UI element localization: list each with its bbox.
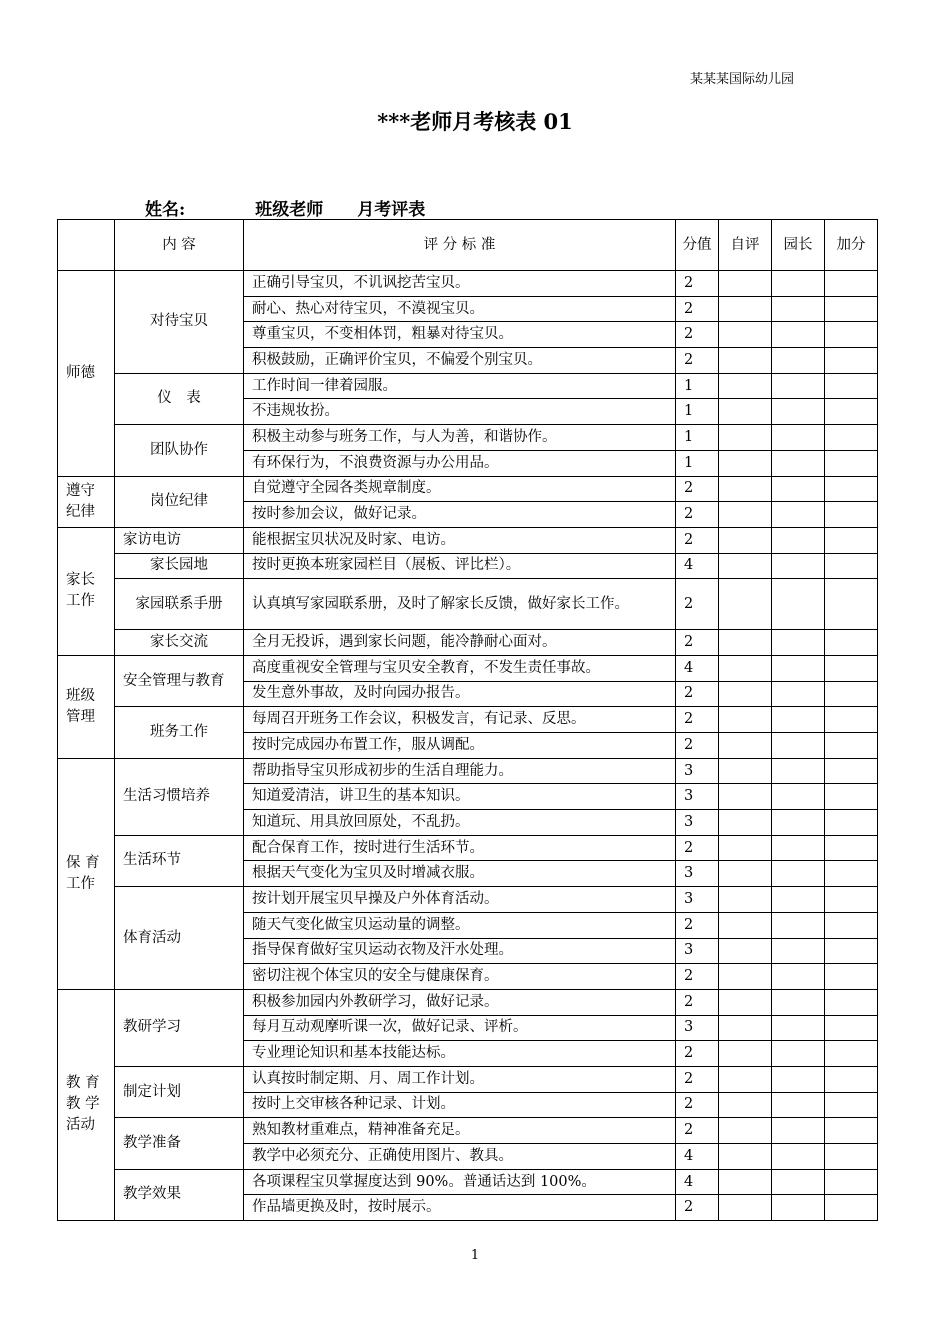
score-cell: 2 (676, 1041, 719, 1067)
score-cell: 2 (676, 527, 719, 553)
score-header: 分值 (676, 220, 719, 271)
criteria-cell: 能根据宝贝状况及时家、电访。 (244, 527, 676, 553)
score-cell: 2 (676, 964, 719, 990)
self-eval-cell[interactable] (719, 1144, 772, 1170)
sub-item-cell: 教学准备 (115, 1118, 244, 1169)
criteria-cell: 专业理论知识和基本技能达标。 (244, 1041, 676, 1067)
score-cell: 3 (676, 810, 719, 836)
score-cell: 1 (676, 425, 719, 451)
bonus-cell[interactable] (825, 630, 878, 656)
bonus-cell[interactable] (825, 425, 878, 451)
self-eval-cell[interactable] (719, 1169, 772, 1195)
criteria-cell: 积极主动参与班务工作，与人为善，和谐协作。 (244, 425, 676, 451)
self-eval-cell[interactable] (719, 399, 772, 425)
principal-cell[interactable] (772, 835, 825, 861)
bonus-cell[interactable] (825, 553, 878, 579)
score-cell: 3 (676, 887, 719, 913)
self-eval-cell[interactable] (719, 887, 772, 913)
principal-cell[interactable] (772, 322, 825, 348)
self-eval-cell[interactable] (719, 373, 772, 399)
self-eval-cell[interactable] (719, 425, 772, 451)
criteria-cell: 熟知教材重难点，精神准备充足。 (244, 1118, 676, 1144)
table-row (58, 655, 878, 681)
self-eval-cell[interactable] (719, 553, 772, 579)
principal-cell[interactable] (772, 964, 825, 990)
principal-cell[interactable] (772, 707, 825, 733)
content-header: 内 容 (115, 220, 244, 271)
category-cell: 保 育工作 (58, 758, 115, 989)
bonus-cell[interactable] (825, 271, 878, 297)
bonus-cell[interactable] (825, 681, 878, 707)
principal-cell[interactable] (772, 1092, 825, 1118)
bonus-cell[interactable] (825, 348, 878, 374)
self-eval-cell[interactable] (719, 835, 772, 861)
sub-item-cell: 家长园地 (115, 553, 244, 579)
criteria-cell: 按计划开展宝贝早操及户外体育活动。 (244, 887, 676, 913)
sub-item-cell: 制定计划 (115, 1066, 244, 1117)
self-eval-cell[interactable] (719, 784, 772, 810)
criteria-cell: 积极参加园内外教研学习，做好记录。 (244, 989, 676, 1015)
category-cell: 班级管理 (58, 655, 115, 758)
self-eval-cell[interactable] (719, 1092, 772, 1118)
principal-cell[interactable] (772, 399, 825, 425)
score-cell: 2 (676, 579, 719, 630)
bonus-cell[interactable] (825, 861, 878, 887)
principal-cell[interactable] (772, 476, 825, 502)
self-eval-cell[interactable] (719, 527, 772, 553)
score-cell: 4 (676, 553, 719, 579)
score-cell: 3 (676, 938, 719, 964)
bonus-cell[interactable] (825, 887, 878, 913)
self-eval-cell[interactable] (719, 450, 772, 476)
self-eval-cell[interactable] (719, 989, 772, 1015)
criteria-cell: 有环保行为，不浪费资源与办公用品。 (244, 450, 676, 476)
principal-cell[interactable] (772, 373, 825, 399)
table-row (58, 476, 878, 502)
table-row (58, 989, 878, 1015)
bonus-cell[interactable] (825, 758, 878, 784)
score-cell: 4 (676, 1169, 719, 1195)
self-eval-cell[interactable] (719, 579, 772, 630)
self-eval-cell[interactable] (719, 476, 772, 502)
principal-cell[interactable] (772, 579, 825, 630)
self-eval-cell[interactable] (719, 681, 772, 707)
sub-item-cell: 生活习惯培养 (115, 758, 244, 835)
criteria-cell: 每周召开班务工作会议，积极发言，有记录、反思。 (244, 707, 676, 733)
self-eval-cell[interactable] (719, 1015, 772, 1041)
bonus-cell[interactable] (825, 1195, 878, 1221)
criteria-cell: 密切注视个体宝贝的安全与健康保育。 (244, 964, 676, 990)
principal-cell[interactable] (772, 450, 825, 476)
bonus-cell[interactable] (825, 733, 878, 759)
criteria-cell: 帮助指导宝贝形成初步的生活自理能力。 (244, 758, 676, 784)
table-row (58, 579, 878, 630)
score-cell: 2 (676, 912, 719, 938)
self-eval-cell[interactable] (719, 322, 772, 348)
category-cell: 师德 (58, 271, 115, 477)
self-eval-cell[interactable] (719, 502, 772, 528)
self-eval-cell[interactable] (719, 810, 772, 836)
principal-cell[interactable] (772, 887, 825, 913)
sub-item-cell: 家园联系手册 (115, 579, 244, 630)
criteria-cell: 积极鼓励，正确评价宝贝，不偏爱个别宝贝。 (244, 348, 676, 374)
principal-cell[interactable] (772, 655, 825, 681)
score-cell: 3 (676, 784, 719, 810)
sub-item-cell: 家访电访 (115, 527, 244, 553)
form-label: 月考评表 (357, 200, 426, 220)
self-eval-cell[interactable] (719, 758, 772, 784)
sub-item-cell: 安全管理与教育 (115, 655, 244, 706)
bonus-cell[interactable] (825, 373, 878, 399)
score-cell: 1 (676, 399, 719, 425)
self-eval-cell[interactable] (719, 912, 772, 938)
criteria-cell: 不违规妆扮。 (244, 399, 676, 425)
criteria-cell: 全月无投诉，遇到家长问题，能冷静耐心面对。 (244, 630, 676, 656)
category-cell: 家长工作 (58, 527, 115, 655)
criteria-cell: 尊重宝贝，不变相体罚，粗暴对待宝贝。 (244, 322, 676, 348)
principal-cell[interactable] (772, 1041, 825, 1067)
self-eval-cell[interactable] (719, 964, 772, 990)
bonus-header: 加分 (825, 220, 878, 271)
principal-cell[interactable] (772, 425, 825, 451)
principal-cell[interactable] (772, 1195, 825, 1221)
kindergarten-name: 某某某国际幼儿园 (690, 72, 795, 87)
criteria-cell: 知道玩、用具放回原处，不乱扔。 (244, 810, 676, 836)
criteria-cell: 指导保育做好宝贝运动衣物及汗水处理。 (244, 938, 676, 964)
score-cell: 2 (676, 1195, 719, 1221)
score-cell: 2 (676, 296, 719, 322)
principal-cell[interactable] (772, 1066, 825, 1092)
principal-cell[interactable] (772, 810, 825, 836)
bonus-cell[interactable] (825, 322, 878, 348)
role-label: 班级老师 (255, 200, 324, 220)
bonus-cell[interactable] (825, 296, 878, 322)
category-header (58, 220, 115, 271)
bonus-cell[interactable] (825, 1066, 878, 1092)
bonus-cell[interactable] (825, 964, 878, 990)
principal-cell[interactable] (772, 271, 825, 297)
table-row (58, 373, 878, 399)
self-eval-cell[interactable] (719, 733, 772, 759)
table-row (58, 425, 878, 451)
sub-item-cell: 岗位纪律 (115, 476, 244, 527)
score-cell: 1 (676, 373, 719, 399)
name-label: 姓名: (145, 200, 186, 220)
form-subtitle (145, 195, 425, 220)
criteria-cell: 工作时间一律着园服。 (244, 373, 676, 399)
bonus-cell[interactable] (825, 476, 878, 502)
criteria-header: 评 分 标 准 (244, 220, 676, 271)
self-eval-cell[interactable] (719, 630, 772, 656)
score-cell: 2 (676, 1118, 719, 1144)
criteria-cell: 发生意外事故，及时向园办报告。 (244, 681, 676, 707)
sub-item-cell: 班务工作 (115, 707, 244, 758)
bonus-cell[interactable] (825, 399, 878, 425)
score-cell: 4 (676, 1144, 719, 1170)
bonus-cell[interactable] (825, 655, 878, 681)
bonus-cell[interactable] (825, 912, 878, 938)
assessment-table (57, 219, 878, 1221)
sub-item-cell: 团队协作 (115, 425, 244, 476)
criteria-cell: 按时更换本班家园栏目（展板、评比栏）。 (244, 553, 676, 579)
principal-cell[interactable] (772, 1118, 825, 1144)
bonus-cell[interactable] (825, 579, 878, 630)
bonus-cell[interactable] (825, 527, 878, 553)
score-cell: 3 (676, 758, 719, 784)
sub-item-cell: 教研学习 (115, 989, 244, 1066)
bonus-cell[interactable] (825, 450, 878, 476)
bonus-cell[interactable] (825, 1092, 878, 1118)
score-cell: 2 (676, 476, 719, 502)
self-eval-cell[interactable] (719, 655, 772, 681)
score-cell: 2 (676, 1092, 719, 1118)
principal-cell[interactable] (772, 630, 825, 656)
principal-cell[interactable] (772, 784, 825, 810)
self-eval-cell[interactable] (719, 271, 772, 297)
criteria-cell: 各项课程宝贝掌握度达到 90%。普通话达到 100%。 (244, 1169, 676, 1195)
score-cell: 2 (676, 502, 719, 528)
criteria-cell: 按时完成园办布置工作，服从调配。 (244, 733, 676, 759)
score-cell: 3 (676, 861, 719, 887)
self-eval-cell[interactable] (719, 861, 772, 887)
self-eval-cell[interactable] (719, 1195, 772, 1221)
principal-cell[interactable] (772, 733, 825, 759)
bonus-cell[interactable] (825, 835, 878, 861)
principal-cell[interactable] (772, 1015, 825, 1041)
principal-cell[interactable] (772, 681, 825, 707)
principal-cell[interactable] (772, 912, 825, 938)
table-row (58, 707, 878, 733)
principal-cell[interactable] (772, 553, 825, 579)
criteria-cell: 自觉遵守全园各类规章制度。 (244, 476, 676, 502)
score-cell: 3 (676, 1015, 719, 1041)
bonus-cell[interactable] (825, 1041, 878, 1067)
criteria-cell: 认真填写家园联系册，及时了解家长反馈，做好家长工作。 (244, 579, 676, 630)
principal-cell[interactable] (772, 758, 825, 784)
table-header-row (58, 220, 878, 271)
criteria-cell: 正确引导宝贝，不讥讽挖苦宝贝。 (244, 271, 676, 297)
bonus-cell[interactable] (825, 1015, 878, 1041)
criteria-cell: 按时参加会议，做好记录。 (244, 502, 676, 528)
criteria-cell: 知道爱清洁，讲卫生的基本知识。 (244, 784, 676, 810)
sub-item-cell: 体育活动 (115, 887, 244, 990)
table-row (58, 887, 878, 913)
score-cell: 2 (676, 630, 719, 656)
criteria-cell: 每月互动观摩听课一次，做好记录、评析。 (244, 1015, 676, 1041)
score-cell: 2 (676, 348, 719, 374)
score-cell: 2 (676, 271, 719, 297)
self-eval-cell[interactable] (719, 707, 772, 733)
score-cell: 2 (676, 707, 719, 733)
criteria-cell: 配合保育工作，按时进行生活环节。 (244, 835, 676, 861)
bonus-cell[interactable] (825, 1118, 878, 1144)
sub-item-cell: 仪 表 (115, 373, 244, 424)
sub-item-cell: 教学效果 (115, 1169, 244, 1220)
category-cell: 遵守纪律 (58, 476, 115, 527)
criteria-cell: 耐心、热心对待宝贝，不漠视宝贝。 (244, 296, 676, 322)
principal-cell[interactable] (772, 938, 825, 964)
table-row (58, 527, 878, 553)
table-row (58, 1169, 878, 1195)
table-row (58, 758, 878, 784)
bonus-cell[interactable] (825, 707, 878, 733)
criteria-cell: 认真按时制定期、月、周工作计划。 (244, 1066, 676, 1092)
table-row (58, 1066, 878, 1092)
bonus-cell[interactable] (825, 502, 878, 528)
principal-cell[interactable] (772, 348, 825, 374)
criteria-cell: 高度重视安全管理与宝贝安全教育，不发生责任事故。 (244, 655, 676, 681)
score-cell: 4 (676, 655, 719, 681)
principal-cell[interactable] (772, 527, 825, 553)
table-row (58, 835, 878, 861)
sub-item-cell: 家长交流 (115, 630, 244, 656)
principal-cell[interactable] (772, 861, 825, 887)
score-cell: 2 (676, 681, 719, 707)
score-cell: 2 (676, 1066, 719, 1092)
score-cell: 2 (676, 322, 719, 348)
principal-cell[interactable] (772, 502, 825, 528)
self-eval-cell[interactable] (719, 296, 772, 322)
principal-header: 园长 (772, 220, 825, 271)
criteria-cell: 根据天气变化为宝贝及时增减衣服。 (244, 861, 676, 887)
category-cell: 教 育教 学活动 (58, 989, 115, 1220)
table-row (58, 630, 878, 656)
self-eval-header: 自评 (719, 220, 772, 271)
table-row (58, 1118, 878, 1144)
table-body (58, 271, 878, 1221)
score-cell: 1 (676, 450, 719, 476)
bonus-cell[interactable] (825, 1144, 878, 1170)
score-cell: 2 (676, 989, 719, 1015)
bonus-cell[interactable] (825, 1169, 878, 1195)
criteria-cell: 作品墙更换及时，按时展示。 (244, 1195, 676, 1221)
criteria-cell: 按时上交审核各种记录、计划。 (244, 1092, 676, 1118)
sub-item-cell: 生活环节 (115, 835, 244, 886)
principal-cell[interactable] (772, 1169, 825, 1195)
sub-item-cell: 对待宝贝 (115, 271, 244, 374)
page-number: 1 (470, 1248, 480, 1263)
criteria-cell: 随天气变化做宝贝运动量的调整。 (244, 912, 676, 938)
self-eval-cell[interactable] (719, 938, 772, 964)
bonus-cell[interactable] (825, 938, 878, 964)
principal-cell[interactable] (772, 989, 825, 1015)
table-row (58, 553, 878, 579)
bonus-cell[interactable] (825, 784, 878, 810)
table-row (58, 271, 878, 297)
self-eval-cell[interactable] (719, 1118, 772, 1144)
self-eval-cell[interactable] (719, 1066, 772, 1092)
document-title: ***老师月考核表 01 (377, 109, 573, 134)
bonus-cell[interactable] (825, 989, 878, 1015)
self-eval-cell[interactable] (719, 1041, 772, 1067)
criteria-cell: 教学中必须充分、正确使用图片、教具。 (244, 1144, 676, 1170)
principal-cell[interactable] (772, 296, 825, 322)
score-cell: 2 (676, 835, 719, 861)
principal-cell[interactable] (772, 1144, 825, 1170)
score-cell: 2 (676, 733, 719, 759)
bonus-cell[interactable] (825, 810, 878, 836)
self-eval-cell[interactable] (719, 348, 772, 374)
